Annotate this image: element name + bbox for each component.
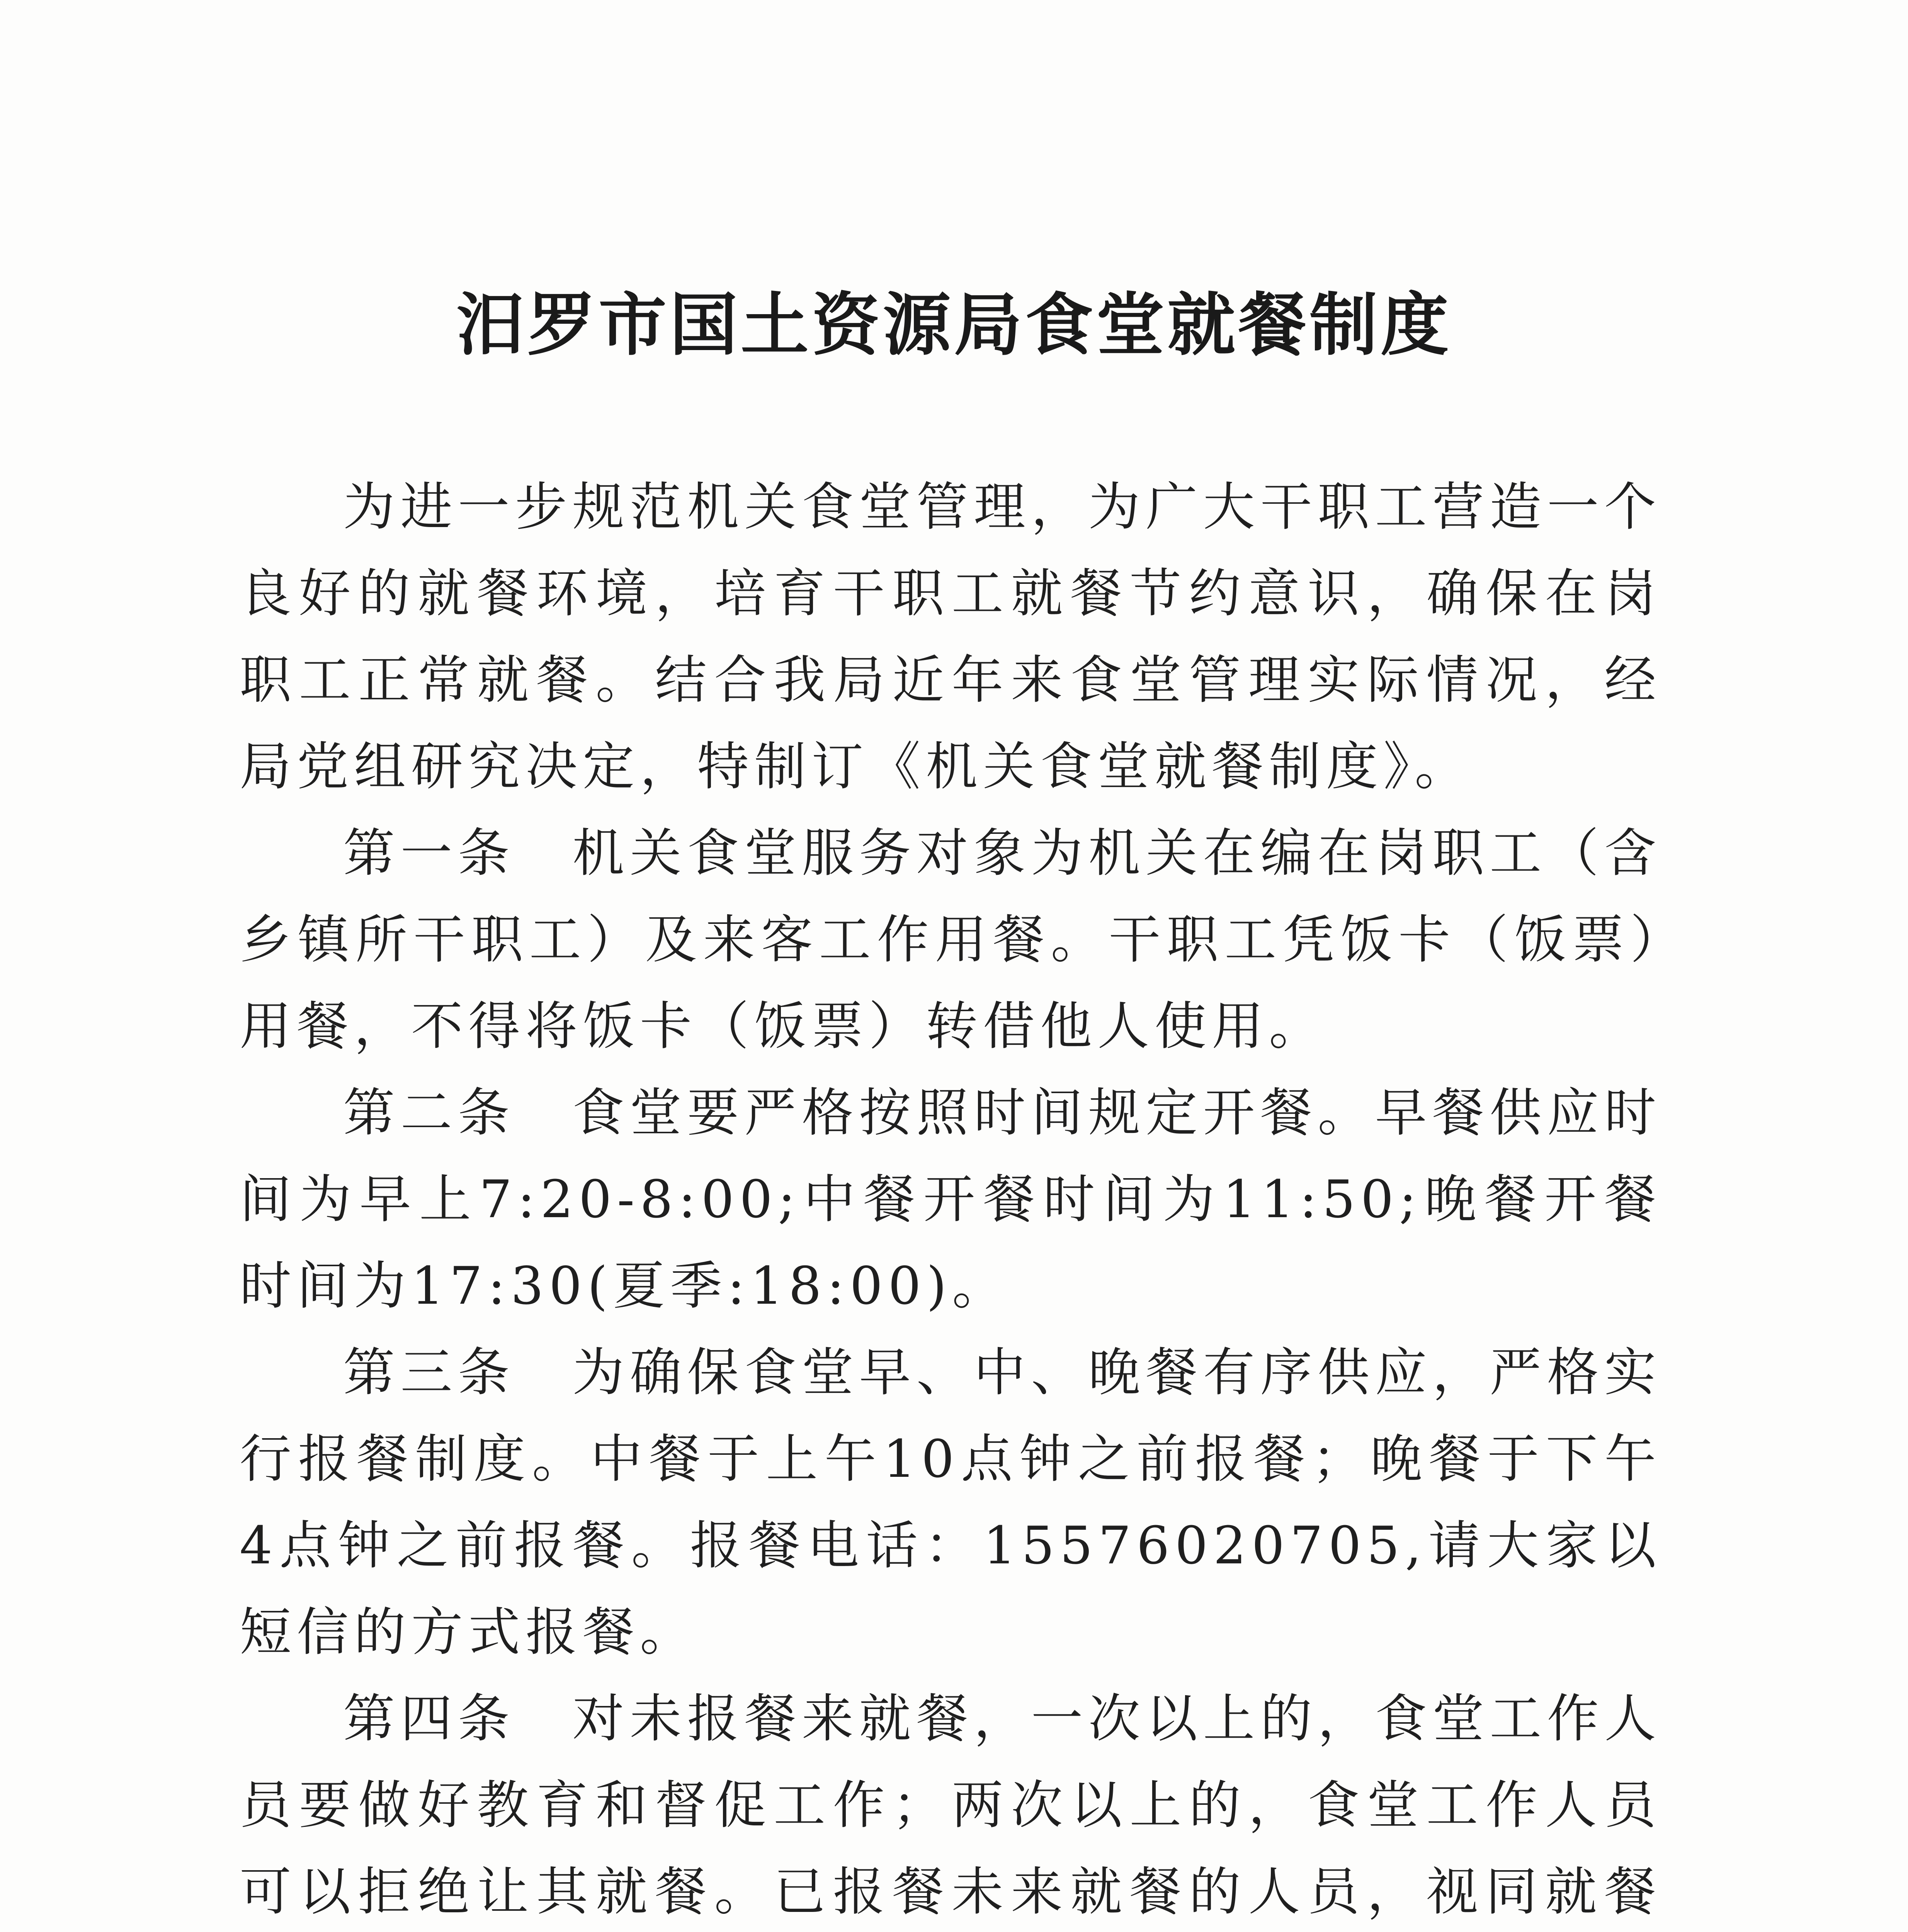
document-title: 汨罗市国土资源局食堂就餐制度 [456,285,1452,365]
article-2-paragraph: 第二条 食堂要严格按照时间规定开餐。早餐供应时间为早上7:20-8:00;中餐开餐时间为11:50;晚餐开餐时间为17:30(夏季:18:00)。 [240,1083,1661,1316]
intro-paragraph: 为进一步规范机关食堂管理，为广大干职工营造一个良好的就餐环境，培育干职工就餐节约意识，确保在岗职工正常就餐。结合我局近年来食堂管理实际情况，经局党组研究决定，特制订《机关食堂就餐制度》。 [240,477,1661,797]
article-4-paragraph: 第四条 对未报餐来就餐，一次以上的，食堂工作人员要做好教育和督促工作；两次以上的，食堂工作人员可以拒绝让其就餐。已报餐未来就餐的人员，视同就餐 [240,1689,1661,1922]
document-body [240,464,1661,1932]
article-1-paragraph: 第一条 机关食堂服务对象为机关在编在岗职工（含乡镇所干职工）及来客工作用餐。干职工凭饭卡（饭票）用餐，不得将饭卡（饭票）转借他人使用。 [240,823,1661,1056]
article-3-paragraph: 第三条 为确保食堂早、中、晚餐有序供应，严格实行报餐制度。中餐于上午10点钟之前报餐；晚餐于下午4点钟之前报餐。报餐电话：15576020705,请大家以短信的方式报餐。 [240,1342,1661,1662]
